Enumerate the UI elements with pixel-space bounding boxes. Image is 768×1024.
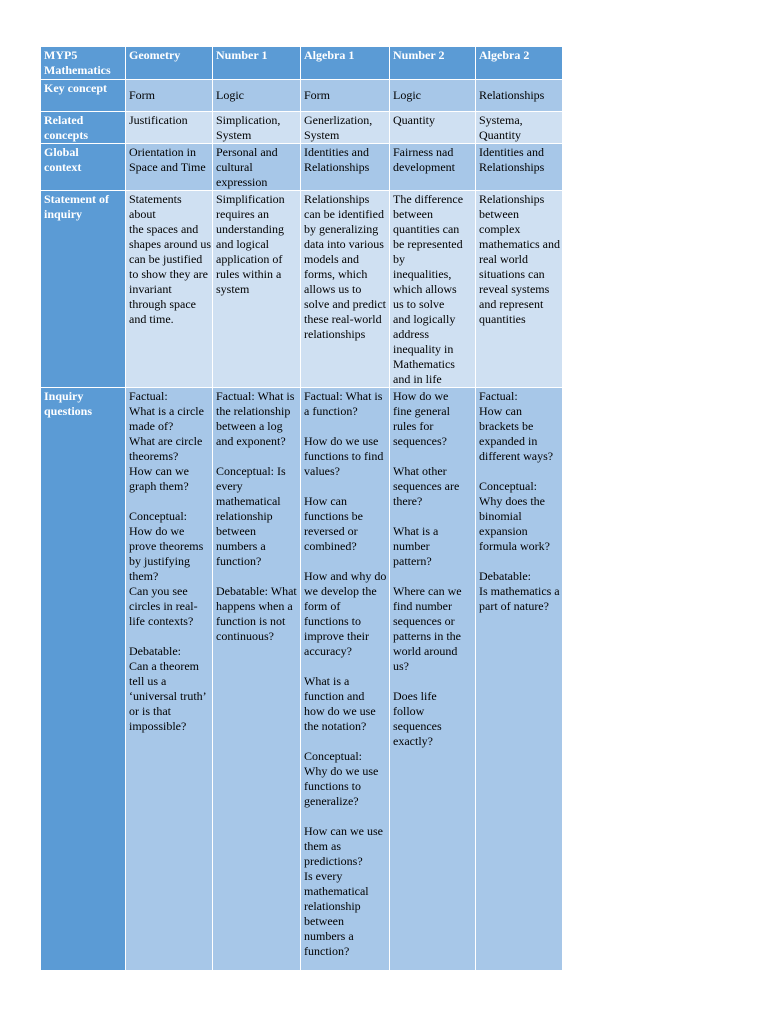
table-cell: Logic [213, 79, 301, 111]
table-cell: Logic [390, 79, 476, 111]
row-key-concept [41, 79, 563, 111]
table-cell: The difference between quantities can be represented by inequalities, which allows us to solve and logically address inequality in Mathematics and in life [390, 190, 476, 387]
row-global-context [41, 143, 563, 190]
row-label: Statement of inquiry [41, 190, 126, 387]
table-cell: Systema, Quantity [476, 111, 563, 143]
table-cell: How do we fine general rules for sequences? What other sequences are there? What is a number pattern? Where can we find number sequences or patterns in the world around us? Does life follow sequences exactly? [390, 387, 476, 970]
table-cell: Relationships [476, 79, 563, 111]
table-cell: Quantity [390, 111, 476, 143]
row-inquiry-questions [41, 387, 563, 970]
unit-header-algebra-2: Algebra 2 [476, 47, 563, 79]
row-statement-of-inquiry [41, 190, 563, 387]
table-cell: Identities and Relationships [476, 143, 563, 190]
table-cell: Identities and Relationships [301, 143, 390, 190]
row-label: Global context [41, 143, 126, 190]
row-label: Inquiry questions [41, 387, 126, 970]
table-cell: Form [301, 79, 390, 111]
table-cell: Simplication, System [213, 111, 301, 143]
table-cell: Factual: What is the relationship between a log and exponent? Conceptual: Is every mathematical relationship between numbers a function? Debatable: What happens when a function is not continuous? [213, 387, 301, 970]
row-label: Related concepts [41, 111, 126, 143]
table-cell: Factual: What is a function? How do we use functions to find values? How can functions be reversed or combined? How and why do we develop the form of functions to improve their accuracy? What is a function and how do we use the notation? Conceptual: Why do we use functions to generalize? How can we use them as predictions? Is every mathematical relationship between numbers a function? [301, 387, 390, 970]
table-cell: Relationships between complex mathematics and real world situations can reveal systems and represent quantities [476, 190, 563, 387]
table-cell: Simplification requires an understanding and logical application of rules within a system [213, 190, 301, 387]
table-cell: Relationships can be identified by generalizing data into various models and forms, which allows us to solve and predict these real-world relationships [301, 190, 390, 387]
unit-header-number-2: Number 2 [390, 47, 476, 79]
table-cell: Orientation in Space and Time [126, 143, 213, 190]
table-cell: Form [126, 79, 213, 111]
unit-header-algebra-1: Algebra 1 [301, 47, 390, 79]
table-cell: Generlization, System [301, 111, 390, 143]
unit-header-geometry: Geometry [126, 47, 213, 79]
corner-cell: MYP5 Mathematics [41, 47, 126, 79]
unit-header-number-1: Number 1 [213, 47, 301, 79]
table-cell: Factual: What is a circle made of? What are circle theorems? How can we graph them? Conceptual: How do we prove theorems by justifying them? Can you see circles in real- life contexts? Debatable: Can a theorem tell us a ‘universal truth’ or is that impossible? [126, 387, 213, 970]
table-cell: Personal and cultural expression [213, 143, 301, 190]
table-cell: Justification [126, 111, 213, 143]
row-related-concepts [41, 111, 563, 143]
header-row [41, 47, 563, 79]
table-cell: Fairness nad development [390, 143, 476, 190]
table-cell: Factual: How can brackets be expanded in different ways? Conceptual: Why does the binomial expansion formula work? Debatable: Is mathematics a part of nature? [476, 387, 563, 970]
row-label: Key concept [41, 79, 126, 111]
table-cell: Statements about the spaces and shapes around us can be justified to show they are invariant through space and time. [126, 190, 213, 387]
curriculum-table [40, 47, 563, 971]
